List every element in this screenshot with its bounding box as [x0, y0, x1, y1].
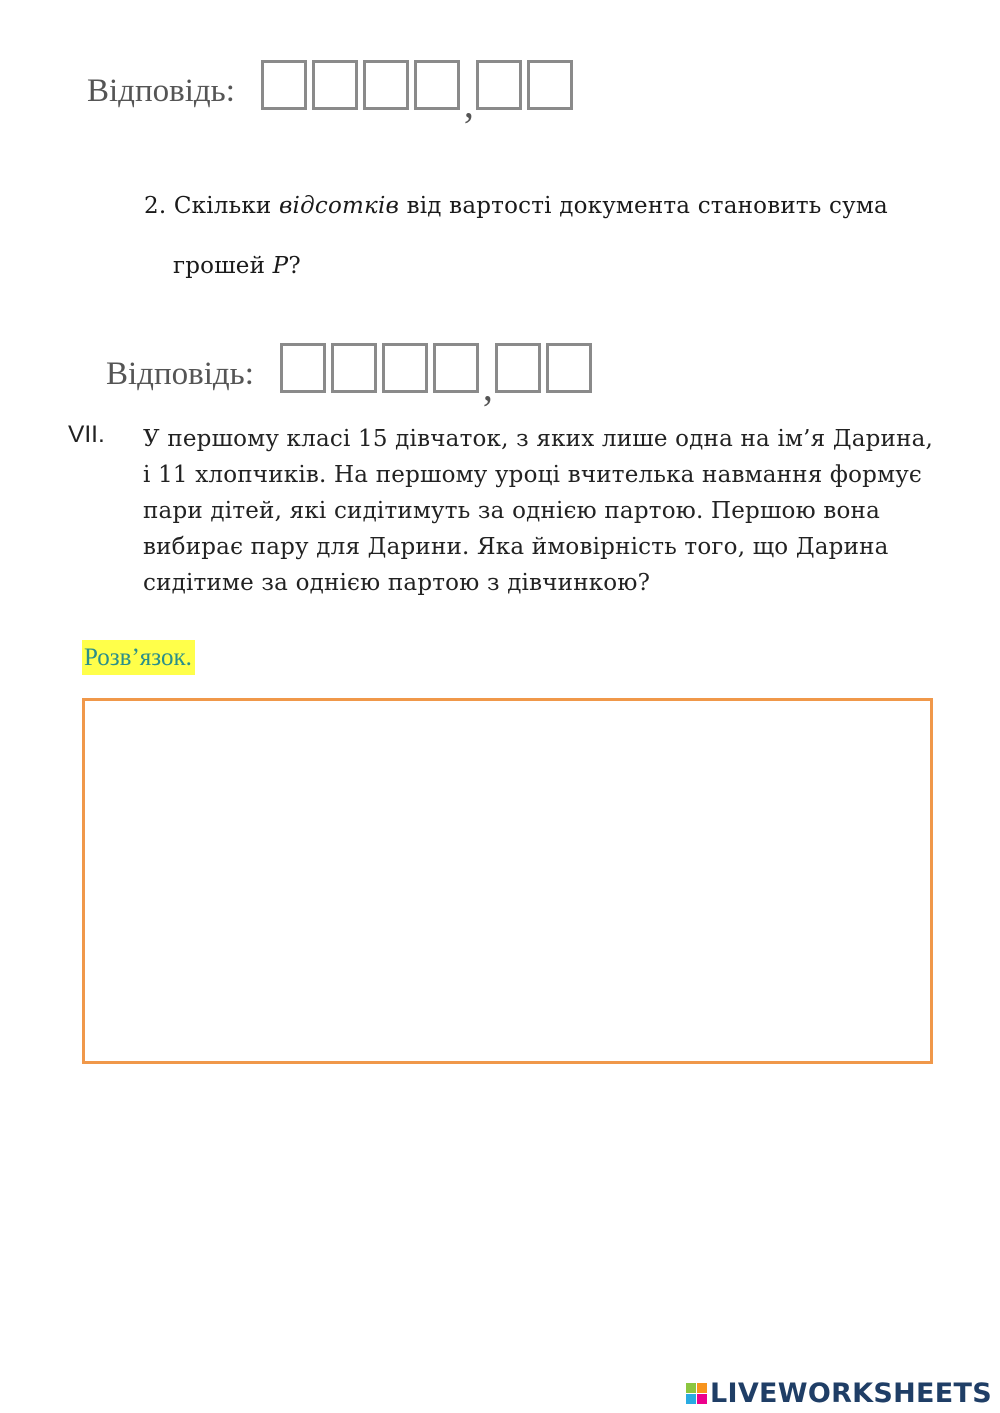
question-mark: ?	[288, 253, 301, 279]
decimal-comma: ,	[482, 364, 493, 409]
digit-box[interactable]	[261, 60, 307, 110]
digit-box[interactable]	[382, 343, 428, 393]
answer-block-2	[106, 343, 597, 409]
digit-box[interactable]	[363, 60, 409, 110]
problem-text: У першому класі 15 дівчаток, з яких лише одна на ім’я Дарина, і 11 хлопчиків. На першому уроці вчителька навмання формує пари дітей, які сидітимуть за однією партою. Першою вона вибирає пару для Дарини. Яка ймовірність того, що Дарина сидітиме за однією партою з дівчинкою?	[143, 426, 934, 596]
variable-p: P	[272, 253, 289, 279]
brand-name: LIVEWORKSHEETS	[709, 1378, 992, 1409]
question-text: від вартості документа становить сума	[399, 193, 888, 219]
question-emphasis: відсотків	[278, 193, 400, 219]
question-number: 2.	[144, 193, 167, 219]
digit-box[interactable]	[331, 343, 377, 393]
question-2	[144, 176, 944, 296]
logo-square	[686, 1394, 696, 1404]
question-text: грошей	[173, 253, 273, 279]
logo-square	[686, 1383, 696, 1393]
digit-box[interactable]	[495, 343, 541, 393]
digit-box[interactable]	[527, 60, 573, 110]
digit-box[interactable]	[280, 343, 326, 393]
solution-label: Розв’язок.	[82, 640, 195, 675]
answer-label: Відповідь:	[106, 356, 254, 392]
problem-number: VII.	[68, 421, 105, 448]
digit-box[interactable]	[476, 60, 522, 110]
solution-answer-box[interactable]	[82, 698, 933, 1064]
logo-square	[697, 1383, 707, 1393]
question-2-line-2	[144, 236, 944, 296]
answer-block-1	[87, 60, 578, 126]
digit-box[interactable]	[433, 343, 479, 393]
decimal-comma: ,	[463, 81, 474, 126]
question-2-line-1	[144, 176, 944, 236]
logo-square	[697, 1394, 707, 1404]
question-text: Скільки	[173, 193, 279, 219]
digit-box[interactable]	[546, 343, 592, 393]
digit-box[interactable]	[414, 60, 460, 110]
digit-box[interactable]	[312, 60, 358, 110]
problem-7	[68, 421, 948, 601]
liveworksheets-icon	[686, 1383, 707, 1404]
answer-label: Відповідь:	[87, 73, 235, 109]
liveworksheets-logo	[686, 1378, 992, 1409]
